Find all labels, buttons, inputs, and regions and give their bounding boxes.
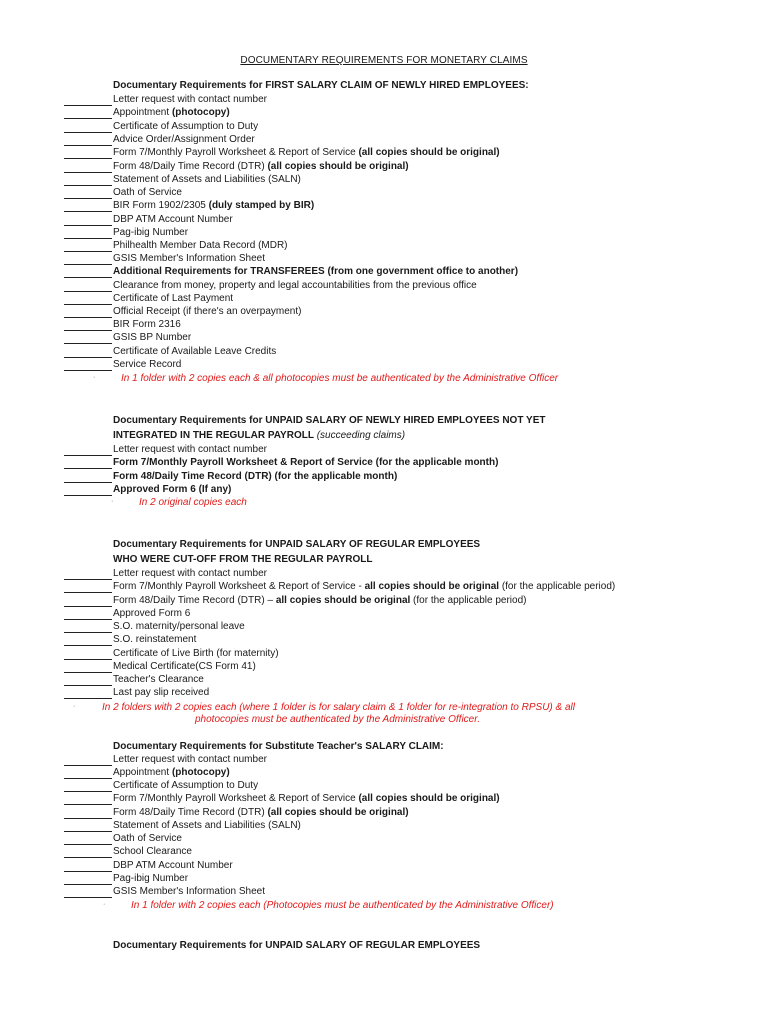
checklist-blank-line bbox=[64, 884, 112, 885]
checklist-blank-line bbox=[64, 225, 112, 226]
folder-note: In 1 folder with 2 copies each & all photocopies must be authenticated by the Administrative Officer bbox=[121, 373, 559, 384]
bold-text: Documentary Requirements for UNPAID SALARY OF REGULAR EMPLOYEES bbox=[113, 539, 481, 550]
checklist-blank-line bbox=[64, 251, 112, 252]
section-heading bbox=[113, 430, 405, 442]
document-title: DOCUMENTARY REQUIREMENTS FOR MONETARY CLAIMS bbox=[240, 55, 528, 66]
text: Form 7/Monthly Payroll Worksheet & Report of Service bbox=[113, 793, 359, 804]
text: (for the applicable period) bbox=[499, 581, 616, 592]
text: Certificate of Assumption to Duty bbox=[113, 780, 259, 791]
text: Oath of Service bbox=[113, 187, 182, 198]
bold-text: Form 7/Monthly Payroll Worksheet & Report of Service (for the applicable month) bbox=[113, 457, 499, 468]
checklist-blank-line bbox=[64, 495, 112, 496]
section-heading bbox=[113, 554, 372, 566]
text: Last pay slip received bbox=[113, 687, 210, 698]
requirement-item bbox=[113, 280, 477, 292]
requirement-item bbox=[113, 568, 267, 580]
text: Pag-ibig Number bbox=[113, 873, 189, 884]
subsection-heading bbox=[113, 266, 518, 278]
text: Approved Form 6 bbox=[113, 608, 191, 619]
requirement-item bbox=[113, 780, 258, 792]
requirement-item bbox=[113, 634, 196, 646]
bold-text: all copies should be original bbox=[364, 581, 500, 592]
text: DBP ATM Account Number bbox=[113, 860, 233, 871]
bold-text: Approved Form 6 (If any) bbox=[113, 484, 232, 495]
text: GSIS Member's Information Sheet bbox=[113, 886, 265, 897]
checklist-blank-line bbox=[64, 659, 112, 660]
bold-text: (all copies should be original) bbox=[358, 793, 500, 804]
text: Appointment bbox=[113, 107, 172, 118]
text: Certificate of Last Payment bbox=[113, 293, 234, 304]
checklist-blank-line bbox=[64, 804, 112, 805]
requirement-item bbox=[113, 444, 267, 456]
checklist-blank-line bbox=[64, 791, 112, 792]
text: Statement of Assets and Liabilities (SALN) bbox=[113, 820, 301, 831]
requirement-item bbox=[113, 595, 526, 607]
requirement-item bbox=[113, 346, 276, 358]
checklist-blank-line bbox=[64, 238, 112, 239]
checklist-blank-line bbox=[64, 831, 112, 832]
checklist-blank-line bbox=[64, 897, 112, 898]
text: BIR Form 2316 bbox=[113, 319, 181, 330]
checklist-blank-line bbox=[64, 685, 112, 686]
text: Form 48/Daily Time Record (DTR) – bbox=[113, 595, 276, 606]
requirement-item bbox=[113, 107, 230, 119]
requirement-item bbox=[113, 161, 409, 173]
requirement-item bbox=[113, 214, 233, 226]
text: Certificate of Assumption to Duty bbox=[113, 121, 259, 132]
requirement-item bbox=[113, 457, 498, 469]
bullet-dot: · bbox=[73, 703, 76, 710]
checklist-blank-line bbox=[64, 645, 112, 646]
requirement-item bbox=[113, 200, 314, 212]
text: Form 7/Monthly Payroll Worksheet & Report of Service bbox=[113, 147, 359, 158]
text: BIR Form 1902/2305 bbox=[113, 200, 209, 211]
checklist-blank-line bbox=[64, 198, 112, 199]
requirement-item bbox=[113, 306, 301, 318]
text: Letter request with contact number bbox=[113, 568, 267, 579]
requirement-item bbox=[113, 807, 409, 819]
text: GSIS Member's Information Sheet bbox=[113, 253, 265, 264]
text: Official Receipt (if there's an overpayment) bbox=[113, 306, 302, 317]
text: Form 48/Daily Time Record (DTR) bbox=[113, 161, 268, 172]
checklist-blank-line bbox=[64, 185, 112, 186]
requirement-item bbox=[113, 134, 255, 146]
checklist-blank-line bbox=[64, 632, 112, 633]
requirement-item bbox=[113, 187, 182, 199]
requirement-item bbox=[113, 621, 245, 633]
text: Letter request with contact number bbox=[113, 94, 267, 105]
checklist-blank-line bbox=[64, 211, 112, 212]
folder-note: In 2 folders with 2 copies each (where 1 folder is for salary claim & 1 folder for re-integration to RPSU) & all bbox=[102, 702, 575, 713]
requirement-item bbox=[113, 674, 204, 686]
requirement-item bbox=[113, 227, 188, 239]
bold-text: Form 48/Daily Time Record (DTR) (for the applicable month) bbox=[113, 471, 398, 482]
text: Service Record bbox=[113, 359, 182, 370]
bold-text: (all copies should be original) bbox=[267, 807, 409, 818]
requirement-item bbox=[113, 648, 279, 660]
checklist-blank-line bbox=[64, 672, 112, 673]
checklist-blank-line bbox=[64, 606, 112, 607]
text: GSIS BP Number bbox=[113, 332, 192, 343]
checklist-blank-line bbox=[64, 304, 112, 305]
checklist-blank-line bbox=[64, 132, 112, 133]
text: Philhealth Member Data Record (MDR) bbox=[113, 240, 288, 251]
bold-text: INTEGRATED IN THE REGULAR PAYROLL bbox=[113, 430, 314, 441]
bold-text: WHO WERE CUT-OFF FROM THE REGULAR PAYROLL bbox=[113, 554, 373, 565]
checklist-blank-line bbox=[64, 844, 112, 845]
checklist-blank-line bbox=[64, 158, 112, 159]
checklist-blank-line bbox=[64, 370, 112, 371]
text: Letter request with contact number bbox=[113, 444, 267, 455]
bold-text: (all copies should be original) bbox=[267, 161, 409, 172]
checklist-blank-line bbox=[64, 579, 112, 580]
bold-text: Documentary Requirements for FIRST SALARY CLAIM OF NEWLY HIRED EMPLOYEES: bbox=[113, 80, 529, 91]
requirement-item bbox=[113, 471, 397, 483]
checklist-blank-line bbox=[64, 118, 112, 119]
requirement-item bbox=[113, 820, 301, 832]
text: Advice Order/Assignment Order bbox=[113, 134, 255, 145]
checklist-blank-line bbox=[64, 468, 112, 469]
text: (for the applicable period) bbox=[410, 595, 527, 606]
text: Teacher's Clearance bbox=[113, 674, 204, 685]
checklist-blank-line bbox=[64, 105, 112, 106]
checklist-blank-line bbox=[64, 818, 112, 819]
text: S.O. reinstatement bbox=[113, 634, 197, 645]
checklist-blank-line bbox=[64, 145, 112, 146]
checklist-blank-line bbox=[64, 455, 112, 456]
bold-text: Documentary Requirements for Substitute Teacher's SALARY CLAIM: bbox=[113, 741, 444, 752]
folder-note: In 2 original copies each bbox=[139, 497, 247, 508]
checklist-blank-line bbox=[64, 619, 112, 620]
checklist-blank-line bbox=[64, 857, 112, 858]
bold-text: Additional Requirements for TRANSFEREES (from one government office to another) bbox=[113, 266, 519, 277]
requirement-item bbox=[113, 833, 182, 845]
checklist-blank-line bbox=[64, 291, 112, 292]
bold-text: Documentary Requirements for UNPAID SALARY OF REGULAR EMPLOYEES bbox=[113, 940, 481, 951]
requirement-item bbox=[113, 886, 265, 898]
bullet-dot: · bbox=[93, 374, 96, 381]
text: Pag-ibig Number bbox=[113, 227, 189, 238]
checklist-blank-line bbox=[64, 330, 112, 331]
requirement-item bbox=[113, 240, 288, 252]
requirement-item bbox=[113, 147, 500, 159]
requirement-item bbox=[113, 293, 233, 305]
italic-text: (succeeding claims) bbox=[313, 430, 406, 441]
section-heading bbox=[113, 741, 444, 753]
requirement-item bbox=[113, 332, 191, 344]
text: Clearance from money, property and legal accountabilities from the previous office bbox=[113, 280, 477, 291]
checklist-blank-line bbox=[64, 172, 112, 173]
text: Form 48/Daily Time Record (DTR) bbox=[113, 807, 268, 818]
requirement-item bbox=[113, 581, 615, 593]
bullet-dot: · bbox=[103, 901, 106, 908]
bold-text: Documentary Requirements for UNPAID SALARY OF NEWLY HIRED EMPLOYEES NOT YET bbox=[113, 415, 546, 426]
bold-text: all copies should be original bbox=[275, 595, 411, 606]
checklist-blank-line bbox=[64, 871, 112, 872]
requirement-item bbox=[113, 121, 258, 133]
checklist-blank-line bbox=[64, 357, 112, 358]
checklist-blank-line bbox=[64, 277, 112, 278]
section-heading bbox=[113, 80, 529, 92]
text: Appointment bbox=[113, 767, 172, 778]
text: School Clearance bbox=[113, 846, 192, 857]
text: Certificate of Available Leave Credits bbox=[113, 346, 277, 357]
checklist-blank-line bbox=[64, 592, 112, 593]
requirement-item bbox=[113, 608, 190, 620]
requirement-item bbox=[113, 253, 265, 265]
checklist-blank-line bbox=[64, 765, 112, 766]
requirement-item bbox=[113, 174, 301, 186]
text: Medical Certificate(CS Form 41) bbox=[113, 661, 256, 672]
text: Oath of Service bbox=[113, 833, 182, 844]
requirement-item bbox=[113, 94, 267, 106]
requirement-item bbox=[113, 767, 230, 779]
bold-text: (photocopy) bbox=[171, 107, 230, 118]
section-heading bbox=[113, 415, 545, 427]
requirement-item bbox=[113, 687, 209, 699]
requirement-item bbox=[113, 873, 188, 885]
requirement-item bbox=[113, 846, 192, 858]
section-heading bbox=[113, 940, 480, 952]
requirement-item bbox=[113, 793, 500, 805]
text: Statement of Assets and Liabilities (SALN) bbox=[113, 174, 301, 185]
requirement-item bbox=[113, 661, 256, 673]
requirement-item bbox=[113, 860, 233, 872]
checklist-blank-line bbox=[64, 482, 112, 483]
text: S.O. maternity/personal leave bbox=[113, 621, 245, 632]
checklist-blank-line bbox=[64, 698, 112, 699]
text: DBP ATM Account Number bbox=[113, 214, 233, 225]
bullet-dot: · bbox=[111, 498, 114, 505]
bold-text: (photocopy) bbox=[171, 767, 230, 778]
folder-note: photocopies must be authenticated by the Administrative Officer. bbox=[195, 714, 480, 725]
text: Certificate of Live Birth (for maternity) bbox=[113, 648, 279, 659]
bold-text: (duly stamped by BIR) bbox=[208, 200, 315, 211]
text: Form 7/Monthly Payroll Worksheet & Report of Service - bbox=[113, 581, 365, 592]
requirement-item bbox=[113, 754, 267, 766]
checklist-blank-line bbox=[64, 778, 112, 779]
section-heading bbox=[113, 539, 480, 551]
checklist-blank-line bbox=[64, 264, 112, 265]
checklist-blank-line bbox=[64, 343, 112, 344]
bold-text: (all copies should be original) bbox=[358, 147, 500, 158]
text: Letter request with contact number bbox=[113, 754, 267, 765]
requirement-item bbox=[113, 319, 181, 331]
requirement-item bbox=[113, 484, 231, 496]
checklist-blank-line bbox=[64, 317, 112, 318]
folder-note: In 1 folder with 2 copies each (Photocopies must be authenticated by the Administrative Officer) bbox=[131, 900, 554, 911]
requirement-item bbox=[113, 359, 181, 371]
